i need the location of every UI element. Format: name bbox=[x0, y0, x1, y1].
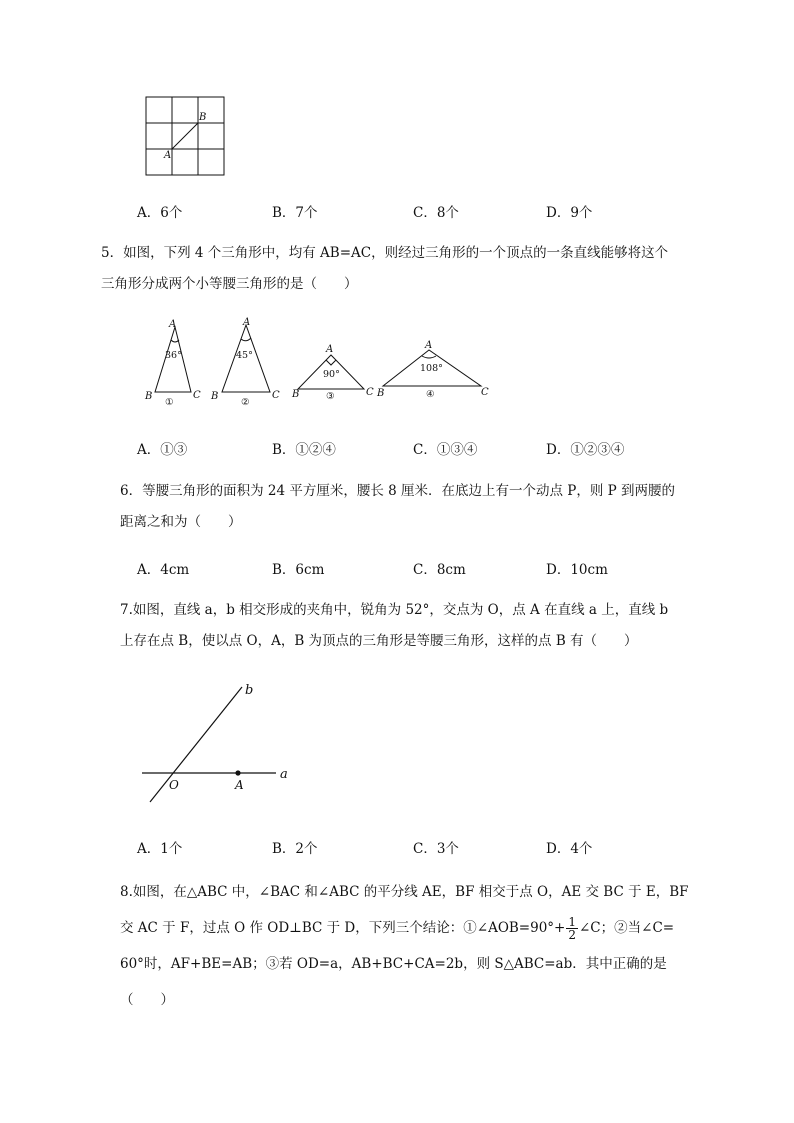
q7-label-b: b bbox=[245, 683, 254, 698]
q7-option-c[interactable]: C．3个 bbox=[413, 841, 459, 857]
q4-point-b: B bbox=[199, 112, 207, 123]
q5-option-d[interactable]: D．①②③④ bbox=[546, 442, 625, 458]
q5-triangles-figure bbox=[140, 315, 500, 410]
q5-t1-angle: 36° bbox=[165, 350, 182, 361]
q7-question bbox=[120, 595, 680, 657]
q5-t3-left: B bbox=[292, 389, 300, 400]
q8-line-2-part-a: 交 AC 于 F，过点 O 作 OD⊥BC 于 D，下列三个结论：①∠AOB=90°+ bbox=[120, 920, 566, 936]
q8-fraction-numerator: 1 bbox=[568, 915, 576, 929]
q8-line-2 bbox=[120, 910, 690, 946]
q5-t4-left: B bbox=[377, 388, 385, 399]
q4-option-b[interactable]: B．7个 bbox=[272, 205, 318, 221]
q8-line-1: 8.如图，在△ABC 中，∠BAC 和∠ABC 的平分线 AE，BF 相交于点 O，AE 交 BC 于 E，BF bbox=[120, 884, 689, 900]
q5-line-1: 5．如图，下列 4 个三角形中，均有 AB=AC，则经过三角形的一个顶点的一条直线能够将这个 bbox=[101, 245, 669, 261]
q5-t2-apex: A bbox=[243, 317, 251, 328]
q5-t3-apex: A bbox=[326, 344, 334, 355]
q5-t3-angle: 90° bbox=[323, 369, 340, 380]
q4-option-c[interactable]: C．8个 bbox=[413, 205, 459, 221]
q7-line-1: 7.如图，直线 a，b 相交形成的夹角中，锐角为 52°，交点为 O，点 A 在直线 a 上，直线 b bbox=[120, 602, 669, 618]
q6-option-d[interactable]: D．10cm bbox=[546, 562, 608, 578]
q8-question bbox=[120, 874, 690, 1018]
q5-t2-number: ② bbox=[241, 397, 250, 408]
q8-fraction-denominator: 2 bbox=[568, 928, 576, 942]
q8-line-3: 60°时，AF+BE=AB；③若 OD=a，AB+BC+CA=2b，则 S△ABC=ab．其中正确的是（ ） bbox=[120, 956, 667, 1008]
q5-line-2: 三角形分成两个小等腰三角形的是（ ） bbox=[101, 276, 358, 292]
q4-options bbox=[0, 201, 794, 221]
q5-t1-left: B bbox=[145, 391, 153, 402]
q7-option-d[interactable]: D．4个 bbox=[546, 841, 593, 857]
q4-grid-figure bbox=[140, 90, 235, 180]
q7-lines-figure bbox=[135, 678, 305, 808]
q5-option-c[interactable]: C．①③④ bbox=[413, 442, 478, 458]
q4-option-a[interactable]: A．6个 bbox=[137, 205, 183, 221]
q7-option-b[interactable]: B．2个 bbox=[272, 841, 318, 857]
q4-option-d[interactable]: D．9个 bbox=[546, 205, 593, 221]
q5-options bbox=[0, 438, 794, 458]
q7-label-point-a: A bbox=[235, 778, 244, 792]
q7-label-a: a bbox=[280, 767, 288, 782]
q7-option-a[interactable]: A．1个 bbox=[137, 841, 183, 857]
q7-line-2: 上存在点 B，使以点 O，A，B 为顶点的三角形是等腰三角形，这样的点 B 有（ ） bbox=[120, 633, 638, 649]
q5-option-b[interactable]: B．①②④ bbox=[272, 442, 336, 458]
q6-line-1: 6．等腰三角形的面积为 24 平方厘米，腰长 8 厘米．在底边上有一个动点 P，则 P 到两腰的 bbox=[120, 483, 676, 499]
q6-question bbox=[120, 476, 680, 538]
q5-t1-apex: A bbox=[169, 319, 177, 330]
q6-option-b[interactable]: B．6cm bbox=[272, 562, 325, 578]
q6-line-2: 距离之和为（ ） bbox=[120, 514, 242, 530]
q6-option-c[interactable]: C．8cm bbox=[413, 562, 466, 578]
q4-point-a: A bbox=[164, 150, 172, 161]
q8-fraction bbox=[566, 916, 578, 941]
q6-options bbox=[0, 558, 794, 578]
q5-t4-angle: 108° bbox=[420, 363, 443, 374]
q6-option-a[interactable]: A．4cm bbox=[137, 562, 190, 578]
q5-t4-right: C bbox=[481, 387, 489, 398]
q5-t1-number: ① bbox=[165, 397, 174, 408]
q5-t4-apex: A bbox=[425, 340, 433, 351]
q5-t1-right: C bbox=[193, 390, 201, 401]
q8-line-2-part-b: ∠C；②当∠C= bbox=[579, 920, 675, 936]
q5-t4-number: ④ bbox=[426, 389, 435, 400]
q5-t2-left: B bbox=[211, 391, 219, 402]
q5-t3-right: C bbox=[366, 387, 374, 398]
q5-t3-number: ③ bbox=[326, 391, 335, 402]
q5-t2-right: C bbox=[272, 390, 280, 401]
q5-question bbox=[101, 238, 701, 300]
q5-t2-angle: 45° bbox=[236, 350, 253, 361]
q7-options bbox=[0, 837, 794, 857]
q5-option-a[interactable]: A．①③ bbox=[137, 442, 188, 458]
q7-label-o: O bbox=[169, 778, 179, 792]
